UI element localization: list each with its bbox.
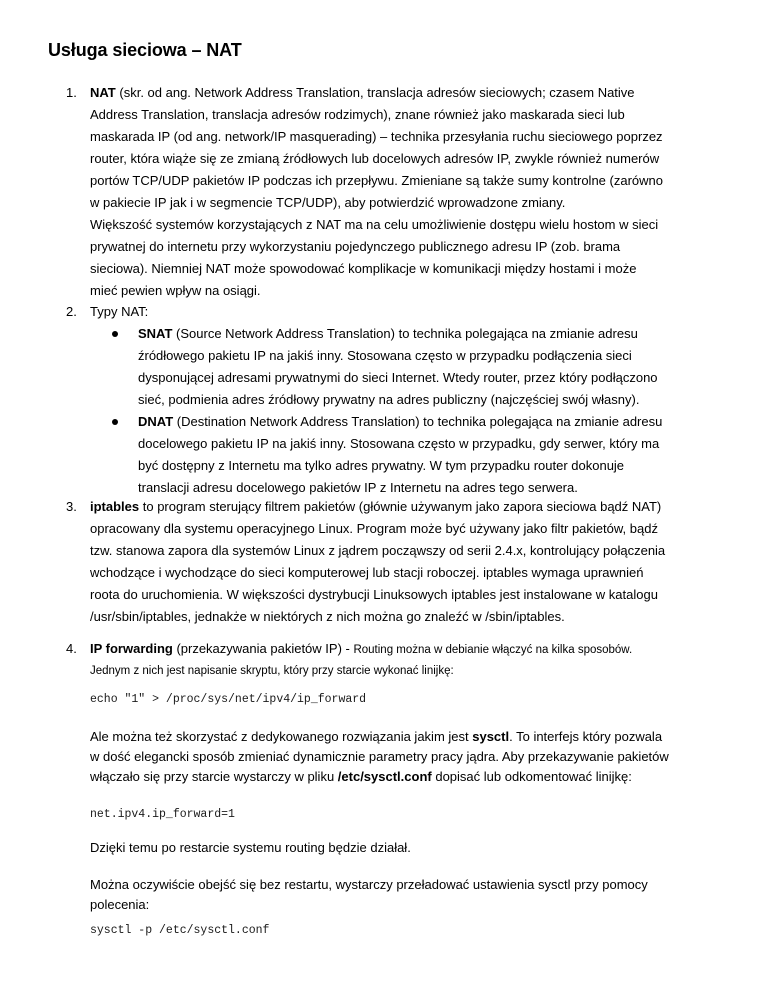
sysctl-paragraph: Ale można też skorzystać z dedykowanego rozwiązania jakim jest sysctl. To interfejs który pozwala w dość elegancki sposób zmieniać dynamicznie parametry pracy jądra. Aby przekazywanie pakietów włączało się przy starcie wystarczy w pliku /etc/sysctl.conf dopisać lub odkomentować linijkę: [90,729,669,784]
term-nat: NAT [90,85,116,100]
list-number: 3. [66,499,77,514]
term-ip-forwarding: IP forwarding [90,641,173,656]
iptables-description: iptables to program sterujący filtrem pakietów (głównie używanym jako zapora sieciowa bądź NAT) opracowany dla systemu operacyjnego Linux. Program może być używany jako filtr pakietów, bądź tzw. stanowa zapora dla systemów Linux z jądrem począwszy od serii 2.4.x, kontrolujący połączenia wchodzące i wychodzące do sieci komputerowej lub stacji roboczej. iptables wymaga uprawnień roota do uruchomienia. W większości dystrybucji Linuksowych iptables jest instalowane w katalogu /usr/sbin/iptables, jednakże w niektórych z nich można go znaleźć w /sbin/iptables. [90,499,666,624]
snat-description: SNAT (Source Network Address Translation) to technika polegająca na zmianie adresu źródłowego pakietu IP na jakiś inny. Stosowana często w przypadku podłączenia sieci dysponującej adresami prywatnymi do sieci Internet. Wtedy router, przez który podłączono sieć, podmienia adres źródłowy prywatny na adres publiczny (najczęściej swój własny). [138,326,658,407]
nat-types-heading: Typy NAT: [90,304,149,319]
term-snat: SNAT [138,326,173,341]
term-iptables: iptables [90,499,140,514]
code-ip-forward-setting: net.ipv4.ip_forward=1 [90,808,235,821]
term-sysctl: sysctl [472,729,510,744]
list-number: 1. [66,85,77,100]
list-number: 4. [66,641,77,656]
term-sysctl-conf: /etc/sysctl.conf [337,769,432,784]
term-dnat: DNAT [138,414,174,429]
page-title: Usługa sieciowa – NAT [48,40,242,60]
bullet-icon [112,331,118,337]
reload-paragraph: Można oczywiście obejść się bez restartu, wystarczy przeładować ustawienia sysctl przy pomocy polecenia: [90,877,648,912]
nat-definition-text: NAT (skr. od ang. Network Address Translation, translacja adresów sieciowych; czasem Native Address Translation, translacja adresów rodzimych), znane również jako maskarada sieci lub maskarada IP (od ang. network/IP masquerading) – technika przesyłania ruchu sieciowego poprzez router, która wiąże się ze zmianą źródłowych lub docelowych adresów IP, zwykle również numerów portów TCP/UDP pakietów IP podczas ich przepływu. Zmieniane są także sumy kontrolne (zarówno w pakiecie IP jak i w segmencie TCP/UDP), aby potwierdzić wprowadzone zmiany. Większość systemów korzystających z NAT ma na celu umożliwienie dostępu wielu hostom w sieci prywatnej do internetu przy wykorzystaniu pojedynczego publicznego adresu IP (zob. brama sieciowa). Niemniej NAT może spowodować komplikacje w komunikacji między hostami i może mieć pewien wpływ na osiągi. [90,85,663,298]
bullet-icon [112,419,118,425]
restart-note: Dzięki temu po restarcie systemu routing będzie działał. [90,840,411,855]
list-number: 2. [66,304,77,319]
ip-forwarding-intro: IP forwarding (przekazywania pakietów IP) - Routing można w debianie włączyć na kilka sposobów. Jednym z nich jest napisanie skryptu, który przy starcie wykonać linijkę: [90,641,633,677]
code-echo-ip-forward: echo "1" > /proc/sys/net/ipv4/ip_forward [90,693,367,706]
code-sysctl-reload: sysctl -p /etc/sysctl.conf [90,924,270,937]
dnat-description: DNAT (Destination Network Address Translation) to technika polegająca na zmianie adresu docelowego pakietu IP na jakiś inny. Stosowana często w przypadku, gdy serwer, który ma być dostępny z Internetu ma tylko adres prywatny. W tym przypadku router dokonuje translacji adresu docelowego pakietów IP z Internetu na adres tego serwera. [138,414,663,495]
